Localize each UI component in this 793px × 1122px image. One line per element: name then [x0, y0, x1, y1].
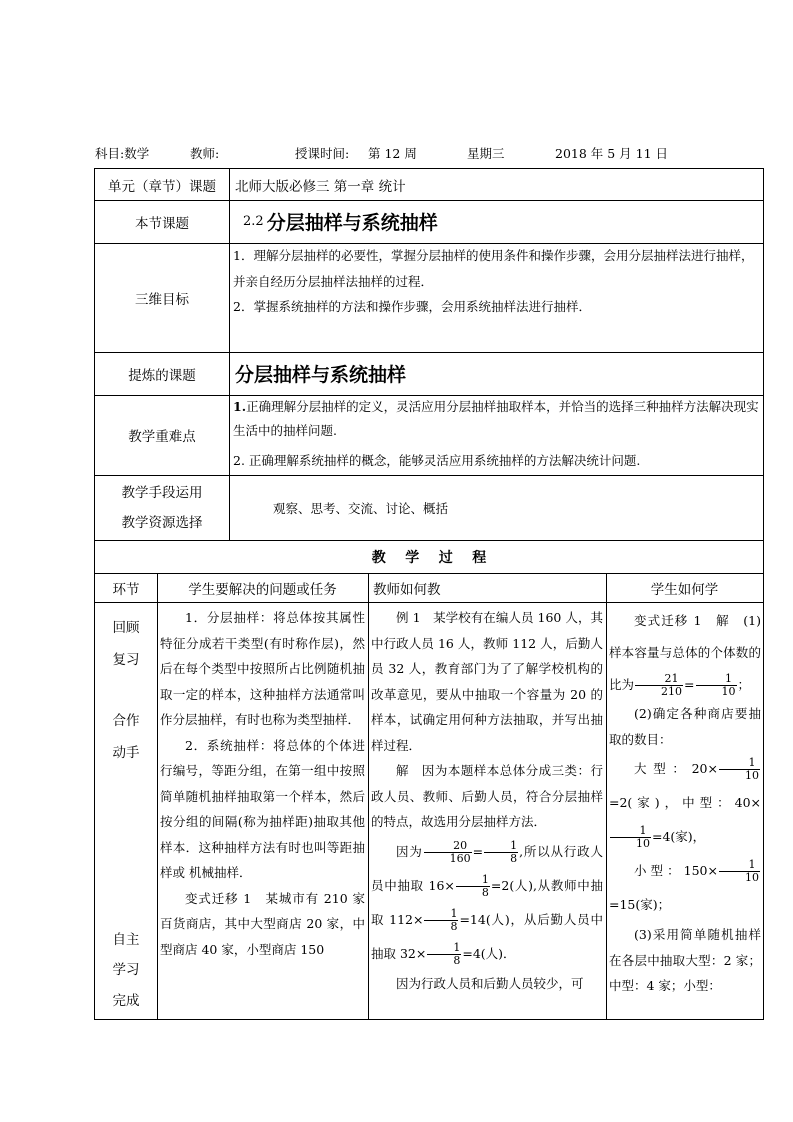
col-divider: [368, 573, 369, 1019]
fraction: [696, 673, 737, 698]
means-label-1: 教学手段运用: [121, 484, 203, 501]
key-1: [233, 395, 759, 443]
fraction-num: 21: [635, 673, 683, 686]
learn-column: [609, 605, 761, 1017]
task-paragraph: 2．系统抽样：将总体的个体进行编号，等距分组，在第一组中按照简单随机抽样抽取第一个样本，然后按分组的间隔(称为抽样距)抽取其他样本．这种抽样方法有时也叫等距抽样或 机械抽样．: [160, 737, 365, 880]
teach-paragraph: [371, 835, 603, 971]
text-run: =4(人)．: [462, 945, 516, 961]
col-divider: [606, 573, 607, 1019]
key-1-number: 1.: [233, 399, 247, 414]
text-run: 小 型 ： 150×: [634, 863, 718, 878]
unit-value: 北师大版必修三 第一章 统计: [235, 178, 406, 195]
text-run: =2(家)，中型：40×: [609, 795, 761, 810]
refined-value: 分层抽样与系统抽样: [235, 364, 407, 386]
teacher: 教师:: [190, 146, 220, 161]
fraction: [456, 874, 490, 899]
learn-paragraph: [609, 854, 761, 922]
lesson-label: 本节课题: [135, 215, 189, 232]
text-run: 因为: [396, 843, 423, 859]
stage-text: 复习: [112, 652, 140, 668]
fraction-den: 8: [481, 885, 489, 899]
fraction: [424, 908, 458, 933]
key-1-text: 正确理解分层抽样的定义，灵活应用分层抽样抽取样本，并恰当的选择三种抽样方法解决现实生活中的抽样问题.: [233, 399, 759, 438]
subject: 科目:数学: [95, 146, 150, 161]
teach-paragraph: 因为行政人员和后勤人员较少，可: [396, 975, 584, 991]
means-value: 观察、思考、交流、讨论、概括: [273, 500, 449, 516]
fraction-num: 1: [696, 673, 737, 686]
col-header-task: 学生要解决的问题或任务: [188, 581, 337, 598]
stage-text: 自主: [112, 932, 140, 948]
week: 第 12 周: [368, 146, 417, 161]
fraction-den: 160: [449, 851, 471, 865]
text-run: ,所以从行政人员中抽取 16×: [371, 843, 603, 893]
teach-paragraph: 解 因为本题样本总体分成三类：行政人员、教师、后勤人员，符合分层抽样的特点，故选用分层抽样方法．: [371, 763, 603, 829]
fraction-num: 1: [719, 859, 760, 872]
fraction-den: 10: [745, 769, 759, 782]
lesson-number: 2.2: [243, 214, 264, 229]
lesson-plan-table: [94, 168, 764, 1020]
teach-paragraph: 例 1 某学校有在编人员 160 人，其中行政人员 16 人，教师 112 人，后勤人员 32 人，教育部门为了了解学校机构的改革意见，要从中抽取一个容量为 20 的样本，试确定用何种方法抽取，并写出抽样过程．: [371, 610, 603, 753]
fraction-den: 8: [453, 953, 461, 967]
text-run: 大 型 ： 20×: [634, 761, 718, 776]
fraction-num: 1: [610, 825, 651, 838]
fraction: [719, 757, 760, 782]
task-column: [160, 605, 365, 1017]
fraction-num: 1: [456, 874, 490, 887]
refined-label: 提炼的课题: [128, 367, 196, 384]
fraction-den: 210: [661, 685, 683, 698]
learn-paragraph: (2)确定各种商店要抽取的数目：: [609, 706, 761, 747]
learn-paragraph: [609, 752, 761, 854]
text-run: ；: [737, 677, 751, 692]
text-run: =4(家)，: [652, 829, 706, 844]
goals-content: [231, 243, 761, 320]
teach-column: [371, 605, 603, 1017]
goal-1: 1．理解分层抽样的必要性，掌握分层抽样的使用条件和操作步骤，会用分层抽样法进行抽样，并亲自经历分层抽样法抽样的过程．: [233, 248, 754, 289]
fraction-num: 1: [484, 840, 518, 853]
task-paragraph: 变式迁移 1 某城市有 210 家百货商店，其中大型商店 20 家，中型商店 40 家，小型商店 150: [160, 890, 365, 957]
col-header-learn: 学生如何学: [650, 581, 719, 598]
fraction-num: 1: [719, 757, 760, 770]
text-run: =: [684, 677, 695, 692]
learn-paragraph: [609, 605, 761, 701]
task-paragraph: 1．分层抽样：将总体按其属性特征分成若干类型(有时称作层)，然后在每个类型中按照所占比例随机抽取一定的样本，这种抽样方法通常叫作分层抽样，有时也称为类型抽样．: [160, 610, 365, 727]
time-label: 授课时间:: [295, 146, 350, 161]
learn-paragraph: (3)采用简单随机抽样在各层中抽取大型：2 家；中型：4 家；小型：: [609, 927, 761, 993]
text-run: =: [472, 843, 484, 859]
stage-text: 合作: [112, 713, 140, 729]
col-divider: [157, 573, 158, 1019]
lesson-title-text: 分层抽样与系统抽样: [266, 212, 438, 234]
lesson-title: [243, 200, 438, 243]
means-label: [95, 475, 229, 540]
col-divider: [229, 169, 230, 540]
stage-text: 学习: [112, 962, 140, 978]
fraction-den: 8: [510, 851, 518, 865]
fraction-num: 1: [427, 942, 461, 955]
header-line: [95, 144, 765, 162]
fraction: [484, 840, 518, 865]
process-title: 教 学 过 程: [371, 549, 487, 566]
stage-text: 回顾: [112, 620, 140, 636]
unit-label: 单元（章节）课题: [108, 178, 216, 195]
fraction-num: 20: [424, 840, 472, 853]
goals-label: 三维目标: [135, 291, 189, 308]
fraction: [610, 825, 651, 850]
fraction: [427, 942, 461, 967]
fraction: [635, 673, 683, 698]
text-run: =14(人)，从后勤人员中抽取 32×: [371, 911, 603, 961]
stage-text: 动手: [112, 745, 140, 761]
date: 2018 年 5 月 11 日: [555, 146, 669, 161]
text-run: 变式迁移 1 解 (1)样本容量与总体的个体数的比为: [609, 613, 761, 692]
col-header-teach: 教师如何教: [373, 581, 441, 598]
text-run: =2(人),从教师中抽取 112×: [371, 877, 603, 927]
col-header-stage: 环节: [112, 581, 140, 598]
stage-text: 完成: [112, 993, 140, 1009]
fraction-num: 1: [424, 908, 458, 921]
key-2: 2. 正确理解系统抽样的概念，能够灵活应用系统抽样的方法解决统计问题.: [233, 453, 641, 468]
fraction-den: 10: [745, 871, 759, 884]
stage-column: [95, 602, 157, 1019]
weekday: 星期三: [467, 146, 505, 161]
fraction: [424, 840, 472, 865]
key-label: 教学重难点: [128, 429, 196, 445]
fraction-den: 10: [721, 685, 736, 698]
fraction-den: 8: [450, 919, 458, 933]
row-divider: [95, 602, 763, 603]
goal-2: 2．掌握系统抽样的方法和操作步骤，会用系统抽样法进行抽样．: [233, 299, 591, 314]
fraction-den: 10: [636, 837, 650, 850]
means-label-2: 教学资源选择: [121, 514, 203, 531]
key-content: [231, 395, 761, 473]
text-run: =15(家)；: [609, 897, 671, 912]
fraction: [719, 859, 760, 884]
